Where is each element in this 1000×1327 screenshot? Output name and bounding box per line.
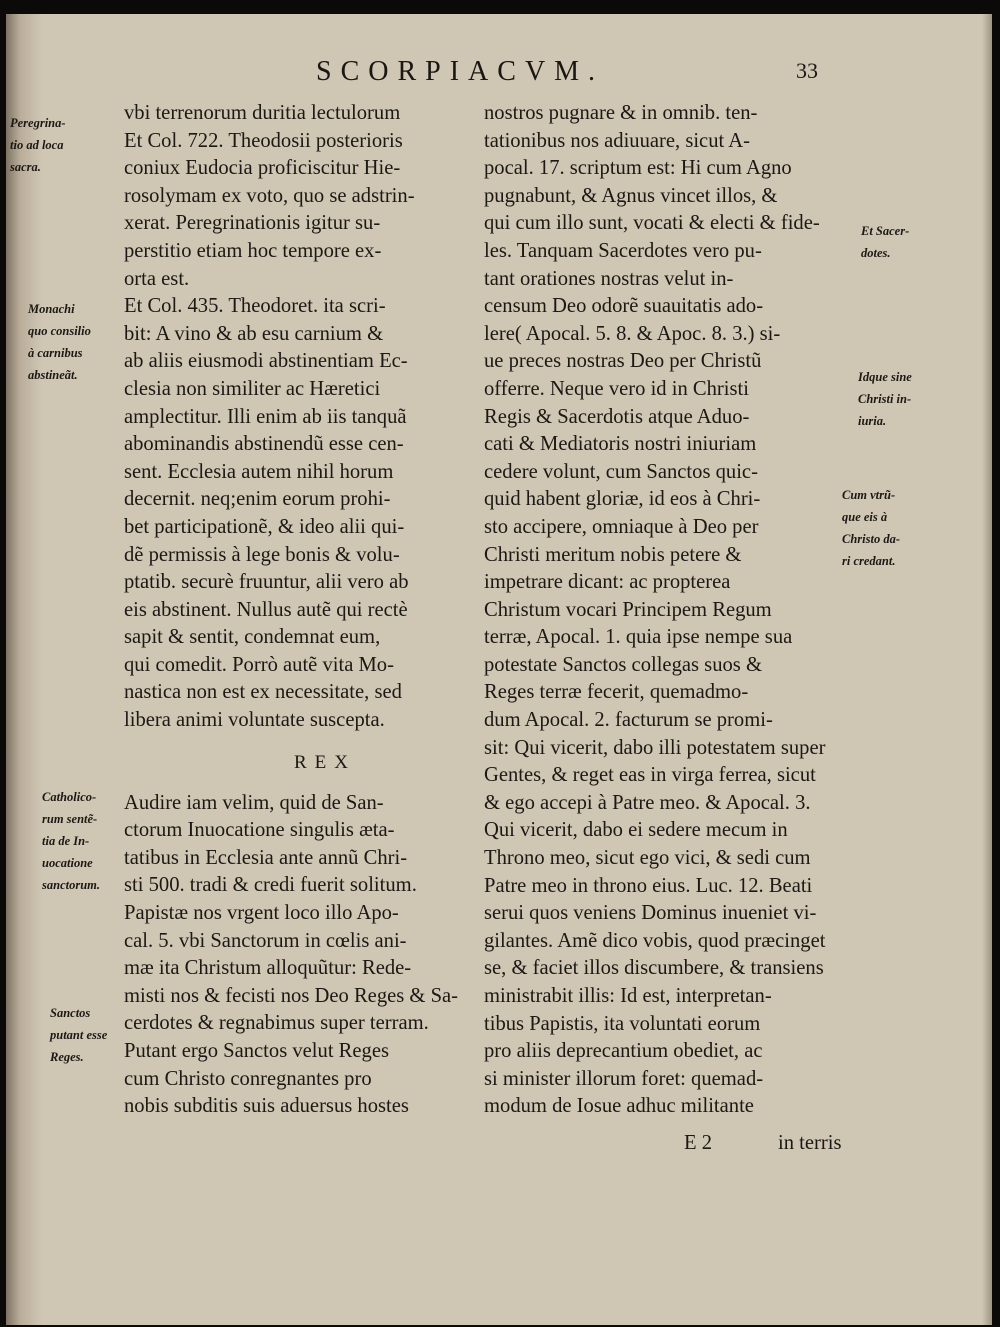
text-line: qui comedit. Porrò autẽ vita Mo-: [124, 653, 394, 676]
text-line: gilantes. Amẽ dico vobis, quod præcinget: [484, 929, 826, 952]
text-line: cati & Mediatoris nostri iniuriam: [484, 433, 757, 456]
page-number: 33: [796, 58, 818, 83]
text-line: pro aliis deprecantium obediet, ac: [484, 1040, 763, 1063]
text-line: pugnabunt, & Agnus vincet illos, &: [484, 184, 778, 207]
text-line: nobis subditis suis aduersus hostes: [124, 1095, 409, 1118]
text-line: clesia non similiter ac Hæretici: [124, 377, 381, 400]
text-line: cal. 5. vbi Sanctorum in cœlis ani-: [124, 929, 407, 952]
text-line: Patre meo in throno eius. Luc. 12. Beati: [484, 874, 813, 897]
margin-note-catholicorum: [42, 786, 100, 896]
text-line: Et Col. 435. Theodoret. ita scri-: [124, 295, 386, 318]
text-line: ptatib. securè fruuntur, alii vero ab: [124, 571, 409, 594]
margin-note-line: abstineãt.: [28, 368, 78, 382]
text-line: coniux Eudocia proficiscitur Hie-: [124, 157, 401, 180]
text-line: Putant ergo Sanctos velut Reges: [124, 1040, 390, 1062]
text-line: serui quos veniens Dominus inueniet vi-: [484, 902, 817, 925]
text-line: Papistæ nos vrgent loco illo Apo-: [124, 902, 399, 925]
left-column: [124, 100, 484, 1121]
page-edge: [982, 14, 992, 1325]
text-line: terræ, Apocal. 1. quia ipse nempe sua: [484, 626, 793, 649]
text-line: tibus Papistis, ita voluntati eorum: [484, 1012, 761, 1035]
text-line: cerdotes & regnabimus super terram.: [124, 1012, 429, 1035]
text-line: Audire iam velim, quid de San-: [124, 791, 384, 814]
running-title: SCORPIACVM.: [316, 56, 605, 87]
text-line: quid habent gloriæ, id eos à Chri-: [484, 488, 761, 511]
margin-note-line: tio ad loca: [10, 138, 64, 152]
margin-note-line: Sanctos: [50, 1006, 91, 1020]
text-line: se, & faciet illos discumbere, & transiens: [484, 957, 824, 980]
book-page: [6, 14, 992, 1325]
text-line: sit: Qui vicerit, dabo illi potestatem super: [484, 736, 826, 759]
text-line: rosolymam ex voto, quo se adstrin-: [124, 184, 415, 207]
text-line: libera animi voluntate suscepta.: [124, 709, 385, 732]
text-line: eis abstinent. Nullus autẽ qui rectè: [124, 598, 408, 621]
text-line: ab aliis eiusmodi abstinentiam Ec-: [124, 350, 408, 373]
margin-note-line: rum sentẽ-: [42, 812, 98, 826]
text-line: dum Apocal. 2. facturum se promi-: [484, 709, 773, 732]
text-line: tatibus in Ecclesia ante annũ Chri-: [124, 846, 408, 869]
margin-note-sancti-reges: [50, 1002, 107, 1068]
text-line: censum Deo odorẽ suauitatis ado-: [484, 295, 764, 318]
text-line: abominandis abstinendũ esse cen-: [124, 433, 404, 456]
margin-note-line: Christo da-: [842, 532, 901, 546]
margin-note-peregrinatio: [10, 112, 66, 178]
text-line: pocal. 17. scriptum est: Hi cum Agno: [484, 157, 792, 180]
text-line: Christum vocari Principem Regum: [484, 598, 772, 621]
text-line: orta est.: [124, 267, 190, 290]
text-line: dẽ permissis à lege bonis & volu-: [124, 543, 400, 566]
text-line: modum de Iosue adhuc militante: [484, 1095, 754, 1118]
margin-note-line: uocatione: [42, 856, 93, 870]
margin-note-line: à carnibus: [28, 346, 83, 360]
right-column: [484, 100, 854, 1121]
text-line: amplectitur. Illi enim ab iis tanquã: [124, 405, 407, 428]
text-line: xerat. Peregrinationis igitur su-: [124, 212, 381, 235]
signature-mark: E 2: [684, 1132, 713, 1154]
text-line: offerre. Neque vero id in Christi: [484, 377, 749, 400]
text-line: Christi meritum nobis petere &: [484, 543, 742, 566]
margin-note-line: Christi in-: [858, 392, 912, 406]
text-line: Regis & Sacerdotis atque Aduo-: [484, 405, 750, 428]
text-line: Qui vicerit, dabo ei sedere mecum in: [484, 819, 788, 842]
text-line: perstitio etiam hoc tempore ex-: [124, 239, 382, 262]
text-line: decernit. neq;enim eorum prohi-: [124, 488, 391, 511]
text-line: Throno meo, sicut ego vici, & sedi cum: [484, 847, 811, 870]
text-line: Et Col. 722. Theodosii posterioris: [124, 129, 403, 152]
text-line: vbi terrenorum duritia lectulorum: [124, 102, 401, 124]
margin-note-monachi: [28, 298, 91, 386]
margin-note-line: Idque sine: [858, 370, 912, 384]
text-line: bet participationẽ, & ideo alii qui-: [124, 515, 405, 538]
text-line: Gentes, & reget eas in virga ferrea, sicut: [484, 764, 816, 787]
margin-note-line: putant esse: [50, 1028, 108, 1042]
margin-note-line: sacra.: [10, 160, 41, 174]
text-line: ue preces nostras Deo per Christũ: [484, 350, 762, 373]
margin-note-sacerdotes: [861, 220, 909, 264]
margin-note-line: Peregrina-: [10, 116, 66, 130]
text-line: misti nos & fecisti nos Deo Reges & Sa-: [124, 984, 459, 1007]
text-line: impetrare dicant: ac propterea: [484, 571, 731, 594]
margin-note-line: ri credant.: [842, 554, 896, 568]
text-line: si minister illorum foret: quemad-: [484, 1067, 764, 1090]
text-line: lere( Apocal. 5. 8. & Apoc. 8. 3.) si-: [484, 322, 781, 345]
text-line: tationibus nos adiuuare, sicut A-: [484, 129, 750, 152]
margin-note-line: Reges.: [50, 1050, 84, 1064]
text-line: mæ ita Christum alloquũtur: Rede-: [124, 957, 412, 980]
margin-note-line: iuria.: [858, 414, 887, 428]
margin-note-line: Catholico-: [42, 790, 97, 804]
margin-note-line: dotes.: [861, 246, 891, 260]
text-line: nastica non est ex necessitate, sed: [124, 681, 402, 704]
text-line: & ego accepi à Patre meo. & Apocal. 3.: [484, 791, 811, 814]
text-line: bit: A vino & ab esu carnium &: [124, 322, 384, 345]
text-line: ministrabit illis: Id est, interpretan-: [484, 985, 772, 1007]
margin-note-line: tia de In-: [42, 834, 90, 848]
text-line: sent. Ecclesia autem nihil horum: [124, 460, 394, 483]
margin-note-line: Monachi: [28, 302, 75, 316]
margin-note-idque: [858, 366, 912, 432]
margin-note-line: quo consilio: [28, 324, 91, 338]
catchword: in terris: [778, 1132, 842, 1154]
text-line: sapit & sentit, condemnat eum,: [124, 626, 381, 649]
text-line: Reges terræ fecerit, quemadmo-: [484, 681, 749, 704]
margin-note-line: Et Sacer-: [861, 224, 910, 238]
margin-note-line: sanctorum.: [42, 878, 101, 892]
text-line: cedere volunt, cum Sanctos quic-: [484, 460, 758, 483]
margin-note-line: Cum vtrũ-: [842, 488, 896, 502]
text-line: sti 500. tradi & credi fuerit solitum.: [124, 874, 417, 897]
text-line: nostros pugnare & in omnib. ten-: [484, 102, 758, 124]
text-line: les. Tanquam Sacerdotes vero pu-: [484, 239, 762, 262]
text-line: tant orationes nostras velut in-: [484, 267, 734, 290]
text-line: cum Christo conregnantes pro: [124, 1067, 372, 1090]
margin-note-line: que eis à: [842, 510, 888, 524]
text-line: potestate Sanctos collegas suos &: [484, 653, 762, 676]
section-heading: REX: [294, 751, 356, 773]
text-line: qui cum illo sunt, vocati & electi & fide-: [484, 212, 820, 235]
text-line: ctorum Inuocatione singulis æta-: [124, 819, 395, 842]
text-line: sto accipere, omniaque à Deo per: [484, 515, 759, 538]
